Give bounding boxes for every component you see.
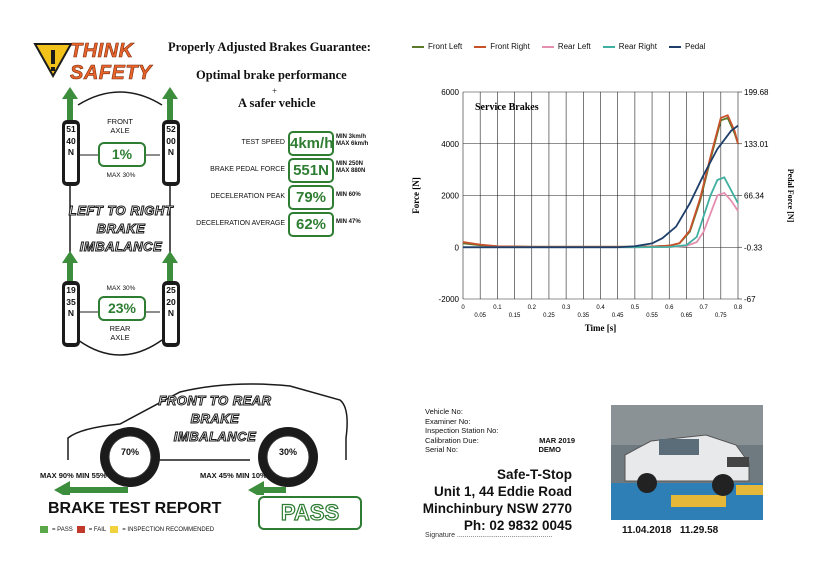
x-tick-label: 0.75: [714, 313, 727, 319]
metric-limits: [336, 219, 361, 226]
photo-timestamp: 11.04.2018 11.29.58: [622, 525, 719, 536]
rear-axle-label: [100, 324, 140, 342]
warning-triangle-icon: [33, 42, 73, 78]
result-key: [40, 526, 214, 533]
left-right-imbalance-text: [62, 202, 180, 256]
serial-label: Serial No:: [425, 445, 458, 454]
metric-test-speed: [170, 131, 380, 158]
key-recommended: = INSPECTION RECOMMENDED: [122, 526, 215, 533]
front-rear-text-line1: FRONT TO REAR: [158, 393, 272, 408]
tire-front-left-force: 5140N: [65, 124, 77, 182]
station-address: [400, 466, 572, 534]
front-axle-label-line2: AXLE: [110, 126, 130, 135]
fail-swatch: [77, 526, 85, 533]
metric-decel-average: [170, 212, 380, 239]
tire-rear-right-force: 2520N: [165, 285, 177, 343]
left-right-text-line1: LEFT TO RIGHT: [68, 203, 174, 218]
left-right-text-line3: IMBALANCE: [79, 239, 163, 254]
legend-swatch: [412, 46, 424, 48]
legend-label: Pedal: [684, 42, 706, 51]
legend-item: [669, 42, 705, 51]
serial-row: [425, 445, 575, 455]
calibration-value: MAR 2019: [539, 435, 575, 445]
calibration-label: Calibration Due:: [425, 435, 479, 445]
y-tick-label: -2000: [438, 295, 459, 304]
legend-label: Rear Left: [557, 42, 591, 51]
rear-limit: MAX 45% MIN 10%: [200, 471, 267, 480]
rear-imbalance-value: 23%: [98, 296, 146, 321]
chart-legend: [412, 42, 705, 51]
front-imbalance-max: MAX 30%: [106, 172, 136, 179]
tire-rear-left-force: 1935N: [65, 285, 77, 343]
calibration-row: [425, 436, 575, 446]
x-tick-label: 0.05: [474, 313, 487, 319]
y-tick-label: 6000: [441, 88, 459, 97]
station-name: Safe-T-Stop: [496, 467, 572, 482]
x-tick-label: 0.3: [561, 305, 571, 311]
y2-tick-label: 133.01: [744, 139, 769, 149]
vehicle-no: Vehicle No:: [425, 407, 463, 416]
result-badge: PASS: [258, 496, 362, 530]
front-limit: MAX 90% MIN 55%: [40, 471, 107, 480]
y2-tick-label: -67: [744, 295, 756, 304]
x-tick-label: 0.65: [680, 313, 693, 319]
page-title: Properly Adjusted Brakes Guarantee:: [168, 40, 371, 54]
metric-limit-min: MIN 250N: [336, 161, 364, 167]
front-rear-imbalance-text: [150, 392, 280, 446]
metric-limits: [336, 134, 368, 148]
x-tick-label: 0.4: [596, 305, 605, 311]
metric-label: DECELERATION PEAK: [210, 193, 285, 200]
rear-pct: 30%: [278, 447, 297, 457]
metric-label: BRAKE PEDAL FORCE: [210, 166, 285, 173]
x-tick-label: 0.15: [508, 313, 521, 319]
tire-front-left: [62, 120, 80, 186]
legend-swatch: [542, 46, 554, 48]
tire-rear-right: [162, 281, 180, 347]
legend-item: [412, 42, 462, 51]
x-tick-label: 0.5: [630, 305, 640, 311]
logo-think: THINK: [70, 40, 134, 62]
front-imbalance-value: 1%: [98, 142, 146, 167]
inspection-info: [425, 407, 575, 455]
x-tick-label: 0: [461, 305, 465, 311]
y2-axis-label: Pedal Force [N]: [786, 168, 795, 223]
metric-pedal-force: [170, 158, 380, 185]
y2-tick-label: -0.33: [744, 243, 763, 253]
x-tick-label: 0.25: [543, 313, 555, 319]
logo-safety: SAFETY: [70, 62, 152, 84]
subtitle-line1: Optimal brake performance: [196, 68, 347, 82]
legend-item: [603, 42, 657, 51]
metric-label: TEST SPEED: [241, 139, 285, 146]
metric-label: DECELERATION AVERAGE: [196, 220, 285, 227]
address-line1: Unit 1, 44 Eddie Road: [433, 484, 572, 499]
metric-value: 79%: [288, 185, 334, 210]
legend-label: Front Right: [490, 42, 530, 51]
legend-label: Front Left: [428, 42, 463, 51]
y-axis-label: Force [N]: [411, 177, 421, 214]
metric-value: 551N: [288, 158, 334, 183]
legend-swatch: [669, 46, 681, 48]
y-tick-label: 4000: [441, 139, 459, 149]
front-axle-label-line1: FRONT: [107, 117, 133, 126]
x-tick-label: 0.45: [611, 313, 624, 319]
rear-axle-label-line1: REAR: [109, 324, 131, 333]
x-tick-label: 0.6: [665, 305, 674, 311]
pass-swatch: [40, 526, 48, 533]
key-pass: = PASS: [52, 526, 73, 533]
front-axle-label: [100, 117, 140, 135]
logo: [33, 40, 183, 86]
vehicle-photo: [611, 405, 763, 520]
metric-value: 4km/h: [288, 131, 334, 156]
x-tick-label: 0.1: [493, 305, 502, 311]
metric-value: 62%: [288, 212, 334, 237]
x-tick-label: 0.35: [577, 313, 590, 319]
y2-tick-label: 199.68: [744, 88, 769, 97]
x-tick-label: 0.7: [699, 305, 708, 311]
address-line2: Minchinbury NSW 2770: [422, 501, 572, 516]
x-tick-label: 0.55: [646, 313, 658, 319]
y2-tick-label: 66.34: [744, 191, 765, 201]
metric-limit-max: MAX 6km/h: [336, 141, 369, 147]
metric-limits: [336, 161, 365, 175]
signature-line: Signature .................................................: [425, 532, 553, 539]
subtitle-plus: +: [272, 86, 278, 96]
recommended-swatch: [110, 526, 118, 533]
rear-axle-label-line2: AXLE: [110, 333, 130, 342]
legend-swatch: [474, 46, 486, 48]
subtitle-line2: A safer vehicle: [238, 96, 316, 110]
x-tick-label: 0.8: [733, 305, 743, 311]
examiner-no: Examiner No:: [425, 416, 471, 426]
metric-limit-min: MIN 47%: [336, 219, 361, 225]
front-pct: 70%: [120, 447, 139, 457]
legend-item: [542, 42, 591, 51]
left-right-text-line2: BRAKE: [96, 221, 146, 236]
front-rear-text-line2: BRAKE: [190, 411, 240, 426]
metric-decel-peak: [170, 185, 380, 212]
legend-swatch: [603, 46, 615, 48]
metric-limits: [336, 192, 361, 199]
rear-imbalance-max: MAX 30%: [106, 285, 136, 292]
metric-limit-min: MIN 60%: [336, 192, 361, 198]
service-brakes-chart: [405, 80, 815, 350]
tire-front-right-force: 5200N: [165, 124, 177, 182]
metrics-panel: [170, 131, 380, 239]
x-tick-label: 0.2: [527, 305, 536, 311]
y-tick-label: 2000: [441, 191, 459, 201]
key-fail: = FAIL: [88, 526, 107, 533]
station-no: Inspection Station No:: [425, 426, 499, 435]
legend-label: Rear Right: [618, 42, 657, 51]
report-title: BRAKE TEST REPORT: [48, 500, 222, 517]
y-tick-label: 0: [454, 243, 459, 253]
phone: Ph: 02 9832 0045: [463, 518, 572, 533]
front-rear-text-line3: IMBALANCE: [173, 429, 257, 444]
metric-limit-max: MAX 880N: [336, 168, 366, 174]
tire-rear-left: [62, 281, 80, 347]
chart-title: Service Brakes: [475, 102, 539, 113]
legend-item: [474, 42, 530, 51]
x-axis-label: Time [s]: [584, 323, 617, 333]
metric-limit-min: MIN 3km/h: [336, 134, 367, 140]
serial-value: DEMO: [538, 445, 561, 454]
